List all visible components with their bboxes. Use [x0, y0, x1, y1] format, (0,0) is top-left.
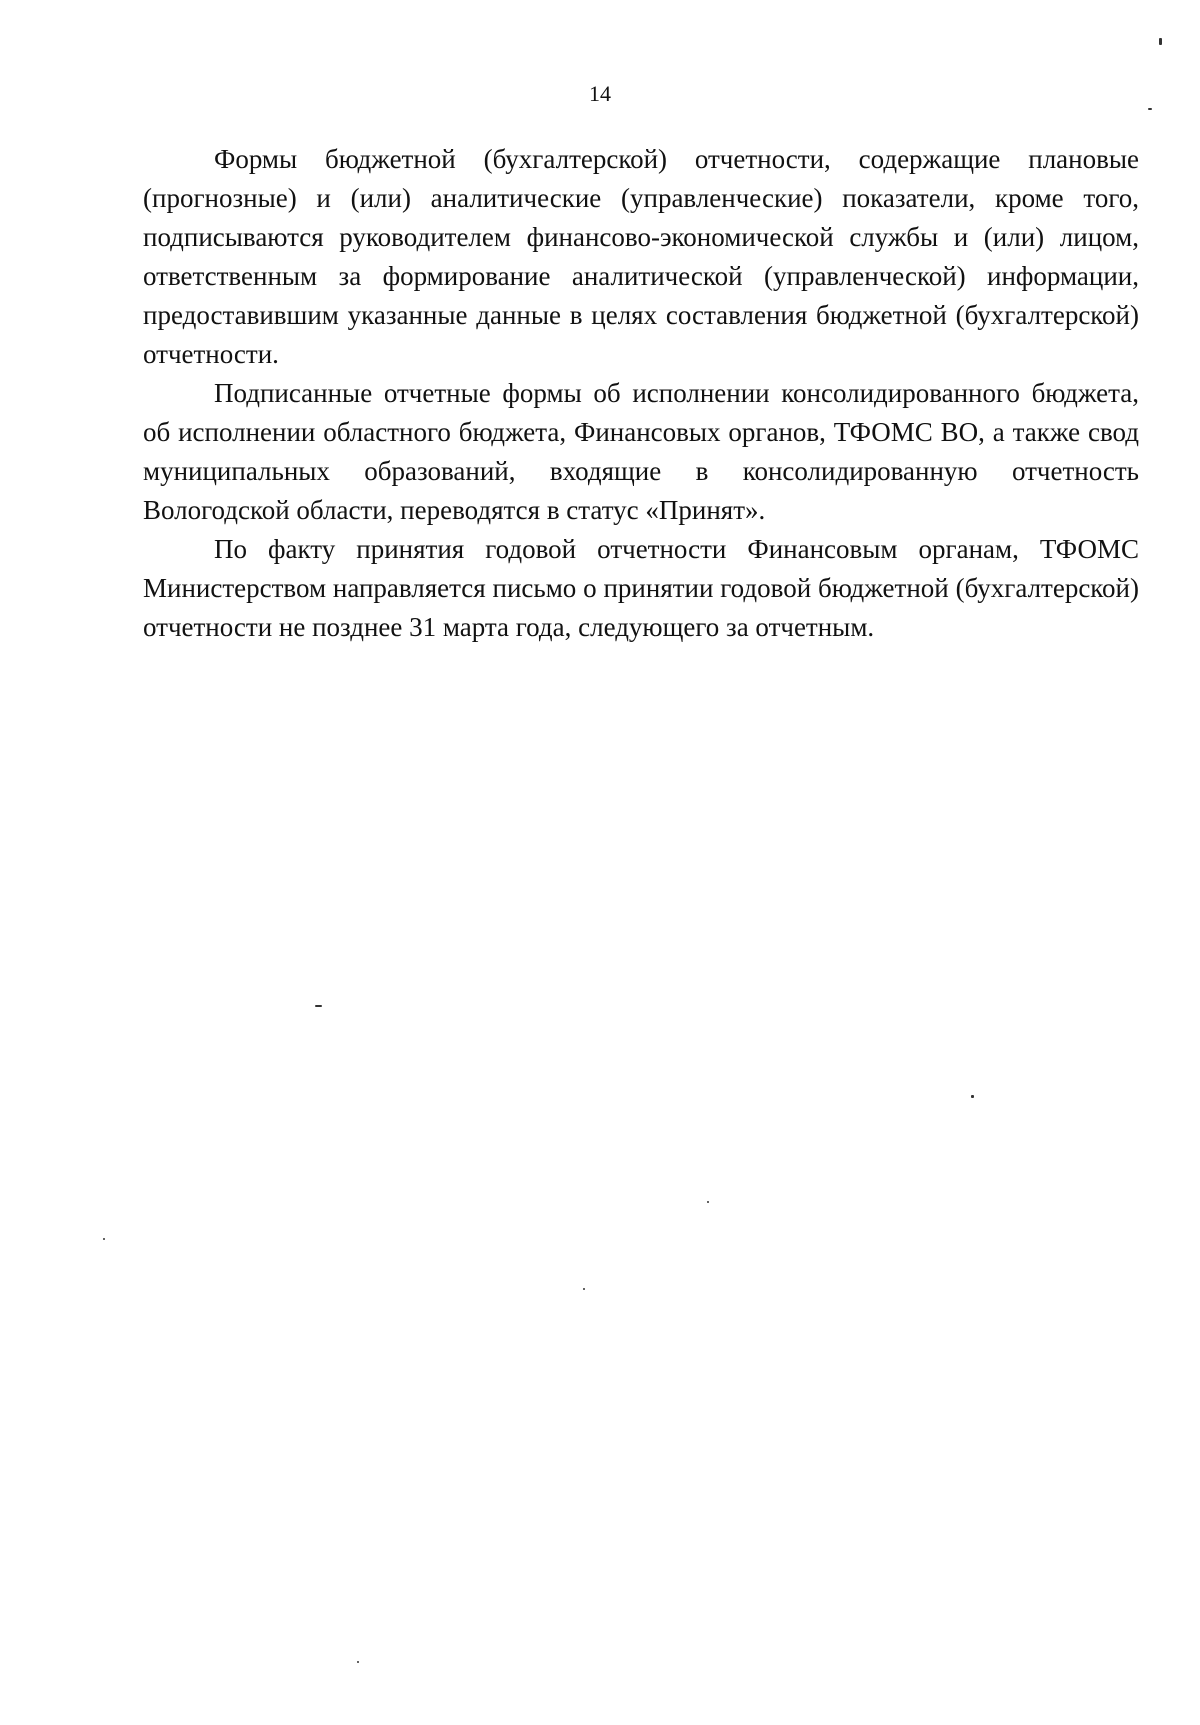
scan-speck: [1159, 38, 1162, 45]
scan-speck: [1148, 108, 1152, 110]
paragraph-signing-forms: Формы бюджетной (бухгалтерской) отчетности, содержащие плановые (прогнозные) и (или) аналитические (управленческие) показатели, кроме того, подписываются руководителем финансово-экономической службы и (или) лицом, ответственным за формирование аналитической (управленческой) информации, предоставившим указанные данные в целях составления бюджетной (бухгалтерской) отчетности.: [143, 144, 1139, 369]
scan-speck: [103, 1238, 105, 1240]
scan-speck: [971, 1095, 974, 1098]
scan-speck: [707, 1201, 709, 1203]
paragraph-acceptance-letter: По факту принятия годовой отчетности Финансовым органам, ТФОМС Министерством направляется письмо о принятии годовой бюджетной (бухгалтерской) отчетности не позднее 31 марта года, следующего за отчетным.: [143, 534, 1139, 642]
document-body: [143, 140, 1139, 647]
paragraph-accepted-status: Подписанные отчетные формы об исполнении консолидированного бюджета, об исполнении областного бюджета, Финансовых органов, ТФОМС ВО, а также свод муниципальных образований, входящие в консолидированную отчетность Вологодской области, переводятся в статус «Принят».: [143, 378, 1139, 525]
page-number: 14: [589, 81, 611, 106]
scan-speck: [357, 1661, 359, 1663]
scan-speck: [315, 1005, 322, 1007]
scan-speck: [583, 1288, 585, 1290]
